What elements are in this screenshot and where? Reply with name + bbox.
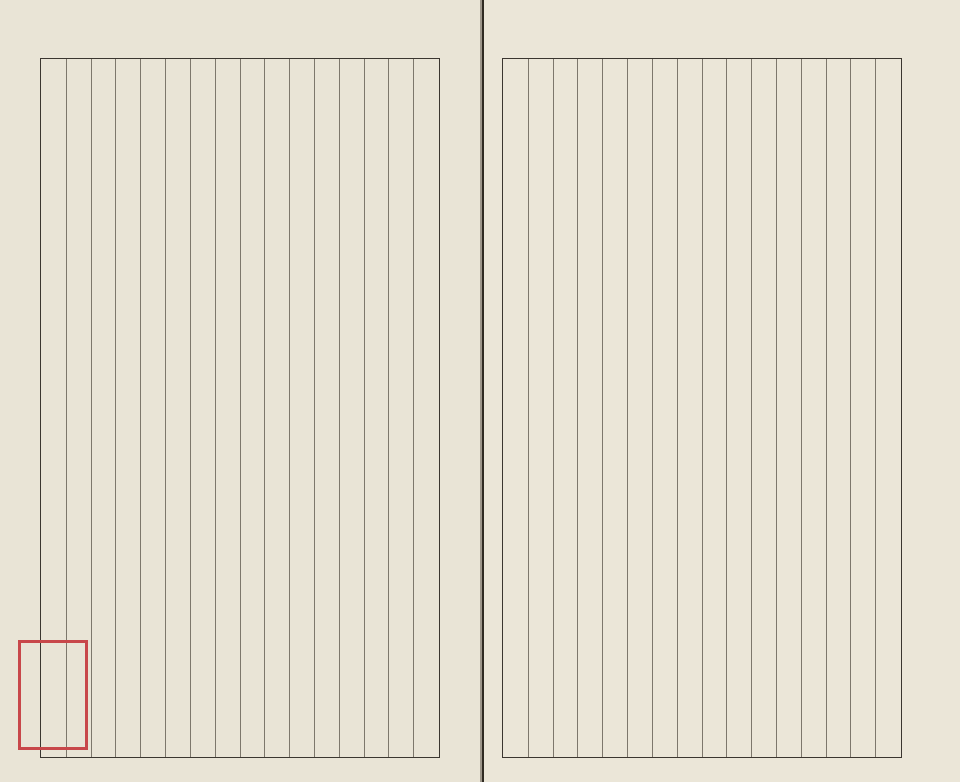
text-column (289, 59, 317, 757)
text-column (577, 59, 605, 757)
column-rule (875, 59, 876, 757)
column-rule (314, 59, 315, 757)
text-column (264, 59, 292, 757)
seal-text-line (29, 649, 43, 741)
text-column (115, 59, 143, 757)
text-column (502, 59, 530, 757)
text-column (875, 59, 903, 757)
text-column (363, 59, 391, 757)
column-rule (677, 59, 678, 757)
left-page-frame (40, 58, 440, 758)
text-column (90, 59, 118, 757)
column-rule (339, 59, 340, 757)
column-rule (215, 59, 216, 757)
column-rule (413, 59, 414, 757)
text-column (388, 59, 416, 757)
text-column (626, 59, 654, 757)
text-column (800, 59, 828, 757)
text-column (726, 59, 754, 757)
right-page (484, 0, 960, 782)
text-column (751, 59, 779, 757)
text-column (602, 59, 630, 757)
column-rule (388, 59, 389, 757)
text-column (214, 59, 242, 757)
text-column (775, 59, 803, 757)
column-rule (140, 59, 141, 757)
text-column (313, 59, 341, 757)
column-rule (702, 59, 703, 757)
text-column (189, 59, 217, 757)
column-rule (553, 59, 554, 757)
column-rule (115, 59, 116, 757)
text-column (850, 59, 878, 757)
column-rule (801, 59, 802, 757)
column-rule (627, 59, 628, 757)
text-column (239, 59, 267, 757)
column-rule (850, 59, 851, 757)
text-column (164, 59, 192, 757)
seal-text-line (65, 649, 79, 741)
text-column (825, 59, 853, 757)
column-rule (364, 59, 365, 757)
text-column (676, 59, 704, 757)
text-column (701, 59, 729, 757)
column-rule (264, 59, 265, 757)
column-rule (776, 59, 777, 757)
column-rule (528, 59, 529, 757)
text-column (338, 59, 366, 757)
column-rule (165, 59, 166, 757)
seal-text-line (47, 649, 61, 741)
column-rule (751, 59, 752, 757)
column-rule (577, 59, 578, 757)
column-rule (602, 59, 603, 757)
text-column (527, 59, 555, 757)
text-column (413, 59, 441, 757)
text-column (552, 59, 580, 757)
column-rule (289, 59, 290, 757)
column-rule (826, 59, 827, 757)
red-seal-stamp (18, 640, 88, 750)
text-column (651, 59, 679, 757)
text-column (140, 59, 168, 757)
column-rule (240, 59, 241, 757)
column-rule (652, 59, 653, 757)
right-page-frame (502, 58, 902, 758)
column-rule (91, 59, 92, 757)
column-rule (190, 59, 191, 757)
column-rule (726, 59, 727, 757)
